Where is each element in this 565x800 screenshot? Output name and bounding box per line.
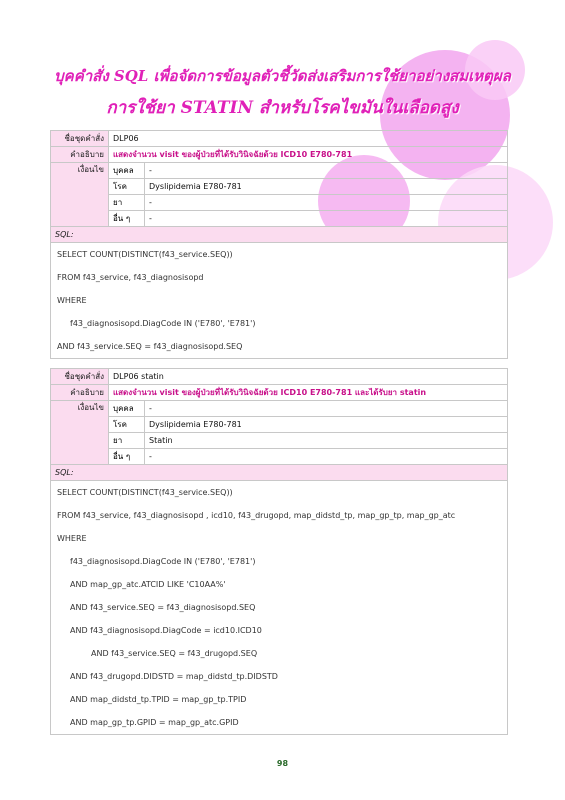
- header-label: ชื่อชุดคำสั่ง: [51, 369, 109, 385]
- sql-line: AND f43_diagnosisopd.DiagCode = icd10.ICD10: [70, 626, 262, 635]
- sql-line: AND map_gp_tp.GPID = map_gp_atc.GPID: [70, 718, 239, 727]
- sql-line: WHERE: [57, 296, 87, 305]
- sql-line: AND map_gp_atc.ATCID LIKE 'C10AA%': [70, 580, 226, 589]
- cond-key: อื่น ๆ: [109, 211, 145, 227]
- sql-line: SELECT COUNT(DISTINCT(f43_service.SEQ)): [57, 250, 233, 259]
- desc-value: แสดงจำนวน visit ของผู้ป่วยที่ได้รับวินิจฉัยด้วย ICD10 E780-781: [109, 147, 508, 163]
- cond-value: -: [145, 401, 508, 417]
- cond-value: -: [145, 449, 508, 465]
- cond-key: โรค: [109, 179, 145, 195]
- cond-key: โรค: [109, 417, 145, 433]
- sql-line: AND f43_drugopd.DIDSTD = map_didstd_tp.DIDSTD: [70, 672, 278, 681]
- page-title-line2: การใช้ยา STATIN สำหรับโรคไขมันในเลือดสูง: [106, 98, 459, 118]
- cond-key: บุคคล: [109, 401, 145, 417]
- page-number: 98: [276, 759, 289, 768]
- sql-line: FROM f43_service, f43_diagnosisopd: [57, 273, 204, 282]
- header-value: DLP06 statin: [109, 369, 508, 385]
- sql-code: [51, 243, 508, 359]
- sql-block-dlp06-statin: [50, 368, 508, 735]
- sql-line: AND f43_service.SEQ = f43_diagnosisopd.SEQ: [57, 342, 243, 351]
- sql-line: AND map_didstd_tp.TPID = map_gp_tp.TPID: [70, 695, 247, 704]
- cond-key: อื่น ๆ: [109, 449, 145, 465]
- cond-value: Dyslipidemia E780-781: [145, 179, 508, 195]
- sql-code: [51, 481, 508, 735]
- page-title-line1: บุคคำสั่ง SQL เพื่อจัดการข้อมูลตัวชี้วัดส่งเสริมการใช้ยาอย่างสมเหตุผล: [54, 67, 511, 85]
- cond-value: -: [145, 163, 508, 179]
- sql-line: AND f43_service.SEQ = f43_drugopd.SEQ: [91, 649, 258, 658]
- cond-value: Dyslipidemia E780-781: [145, 417, 508, 433]
- sql-label: SQL:: [51, 465, 508, 481]
- sql-line: WHERE: [57, 534, 87, 543]
- desc-value: แสดงจำนวน visit ของผู้ป่วยที่ได้รับวินิจฉัยด้วย ICD10 E780-781 และได้รับยา statin: [109, 385, 508, 401]
- sql-line: FROM f43_service, f43_diagnosisopd , icd10, f43_drugopd, map_didstd_tp, map_gp_tp, map_gp_atc: [57, 511, 456, 520]
- cond-value: -: [145, 195, 508, 211]
- cond-value: Statin: [145, 433, 508, 449]
- header-value: DLP06: [109, 131, 508, 147]
- cond-key: บุคคล: [109, 163, 145, 179]
- sql-line: SELECT COUNT(DISTINCT(f43_service.SEQ)): [57, 488, 233, 497]
- desc-label: คำอธิบาย: [51, 147, 109, 163]
- sql-line: f43_diagnosisopd.DiagCode IN ('E780', 'E781'): [70, 319, 256, 328]
- cond-label: เงื่อนไข: [51, 163, 109, 227]
- header-label: ชื่อชุดคำสั่ง: [51, 131, 109, 147]
- sql-label: SQL:: [51, 227, 508, 243]
- cond-label: เงื่อนไข: [51, 401, 109, 465]
- cond-key: ยา: [109, 433, 145, 449]
- sql-line: f43_diagnosisopd.DiagCode IN ('E780', 'E781'): [70, 557, 256, 566]
- sql-block-dlp06: [50, 130, 508, 359]
- sql-line: AND f43_service.SEQ = f43_diagnosisopd.SEQ: [70, 603, 256, 612]
- cond-key: ยา: [109, 195, 145, 211]
- cond-value: -: [145, 211, 508, 227]
- desc-label: คำอธิบาย: [51, 385, 109, 401]
